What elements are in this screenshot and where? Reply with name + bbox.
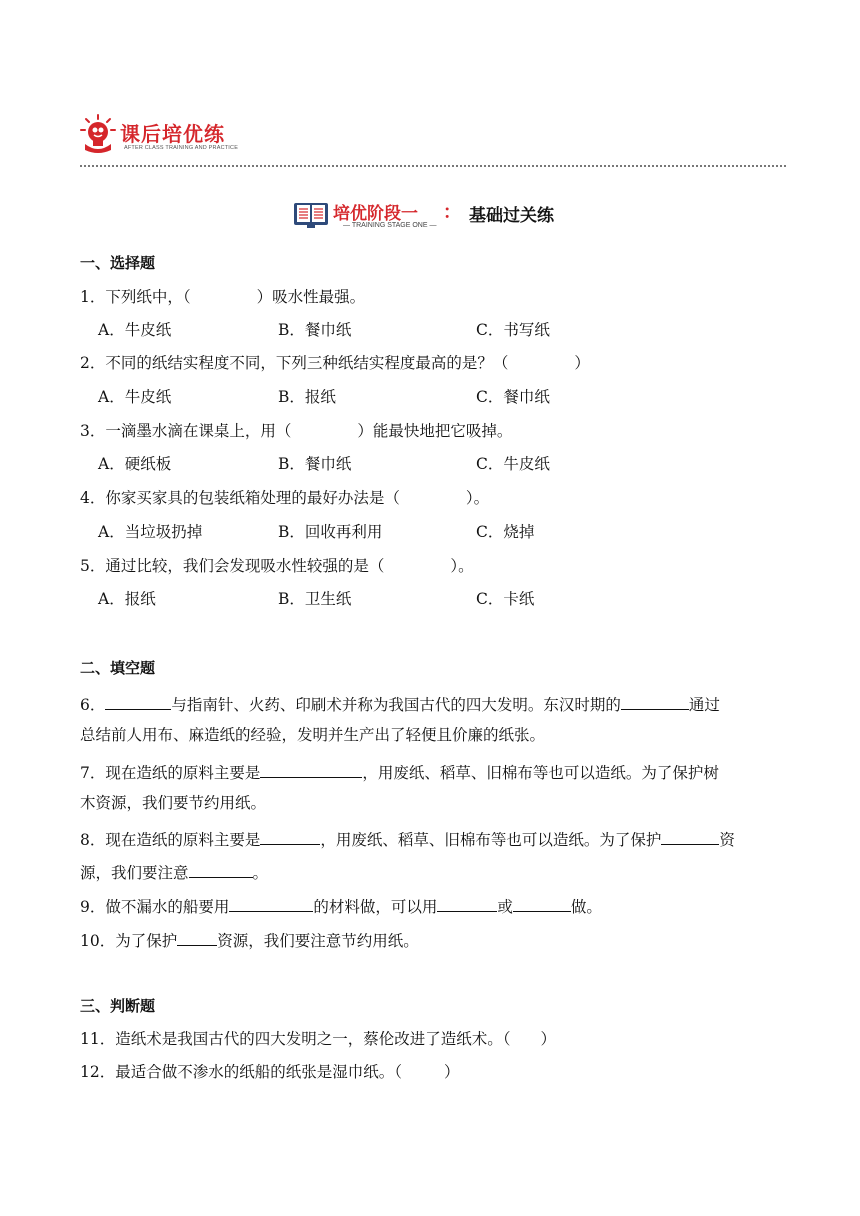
option-b: B．报纸 [278,388,336,406]
option-b: B．卫生纸 [278,590,352,608]
question-4 [80,488,489,508]
answer-blank[interactable] [177,928,217,946]
stage-colon: ： [443,202,461,223]
question-text: 通过 [688,696,720,714]
stage-heading [293,198,593,232]
logo-subtitle: AFTER CLASS TRAINING AND PRACTICE [124,145,239,151]
question-text: 8．现在造纸的原料主要是 [80,831,261,849]
question-7-line-2: 木资源，我们要节约用纸。 [80,794,267,812]
question-6-line-2: 总结前人用布、麻造纸的经验，发明并生产出了轻便且价廉的纸张。 [80,726,546,744]
question-8-line-2 [80,860,268,883]
question-text: 12．最适合做不渗水的纸船的纸张是湿巾纸。（ [80,1063,402,1081]
question-text: 。 [252,864,269,882]
answer-blank[interactable] [189,860,253,878]
question-6 [80,692,720,715]
book-icon [293,201,329,229]
question-text: 11．造纸术是我国古代的四大发明之一，蔡伦改进了造纸术。（ [80,1030,511,1048]
question-text: ） [540,1030,556,1048]
option-a: A．报纸 [98,590,156,608]
question-text: 资源，我们要注意节约用纸。 [217,932,419,950]
question-2 [80,353,590,373]
question-text: ） [443,1063,460,1081]
question-11 [80,1029,556,1049]
option-b: B．回收再利用 [278,523,383,541]
answer-blank[interactable] [621,692,689,710]
question-12 [80,1062,460,1082]
question-text: ，用废纸、稻草、旧棉布等也可以造纸。为了保护树 [362,764,719,782]
section-fill-heading: 二、填空题 [80,659,156,677]
question-3 [80,421,512,441]
question-text: ） [574,354,590,372]
option-c: C．烧掉 [476,523,535,541]
option-a: A．牛皮纸 [98,388,172,406]
lightbulb-logo-icon [80,114,116,154]
question-7 [80,760,719,783]
question-text: 9．做不漏水的船要用 [80,898,230,916]
question-text: ）能最快地把它吸掉。 [357,422,513,440]
option-c: C．卡纸 [476,590,535,608]
option-a: A．牛皮纸 [98,321,172,339]
question-text: ）。 [465,489,490,507]
answer-blank[interactable] [513,894,571,912]
question-text: 的材料做，可以用 [313,898,438,916]
question-text: 6． [80,696,106,714]
question-text: 1．下列纸中，（ [80,288,191,306]
question-text: 3．一滴墨水滴在课桌上，用（ [80,422,292,440]
option-c: C．书写纸 [476,321,550,339]
question-text: 10．为了保护 [80,932,178,950]
stage-title: 培优阶段一 [333,204,418,224]
question-1 [80,287,365,307]
question-text: 4．你家买家具的包装纸箱处理的最好办法是（ [80,489,400,507]
question-text: 源，我们要注意 [80,864,189,882]
answer-blank[interactable] [260,760,362,778]
header-divider [80,165,786,167]
brand-logo [80,114,250,158]
section-choice-heading: 一、选择题 [80,254,156,272]
question-text: ）吸水性最强。 [256,288,366,306]
question-10 [80,928,419,951]
answer-blank[interactable] [437,894,497,912]
question-text: 5．通过比较，我们会发现吸水性较强的是（ [80,557,385,575]
stage-subtitle: 基础过关练 [469,206,554,226]
question-8 [80,827,735,850]
stage-subtitle-en: — TRAINING STAGE ONE — [343,222,437,229]
answer-blank[interactable] [229,894,313,912]
question-text: 与指南针、火药、印刷术并称为我国古代的四大发明。东汉时期的 [171,696,621,714]
question-text: ，用废纸、稻草、旧棉布等也可以造纸。为了保护 [320,831,662,849]
question-9 [80,894,602,917]
option-b: B．餐巾纸 [278,455,352,473]
question-text: ）。 [450,557,474,575]
question-text: 2．不同的纸结实程度不同，下列三种纸结实程度最高的是？（ [80,354,509,372]
logo-title: 课后培优练 [120,122,225,146]
answer-blank[interactable] [105,692,171,710]
option-c: C．餐巾纸 [476,388,550,406]
question-text: 7．现在造纸的原料主要是 [80,764,261,782]
option-b: B．餐巾纸 [278,321,352,339]
question-text: 或 [497,898,513,916]
option-a: A．当垃圾扔掉 [98,523,203,541]
answer-blank[interactable] [661,827,719,845]
question-text: 资 [719,831,735,849]
answer-blank[interactable] [260,827,320,845]
question-5 [80,556,474,576]
option-c: C．牛皮纸 [476,455,550,473]
question-text: 做。 [570,898,602,916]
section-judge-heading: 三、判断题 [80,997,156,1015]
option-a: A．硬纸板 [98,455,172,473]
